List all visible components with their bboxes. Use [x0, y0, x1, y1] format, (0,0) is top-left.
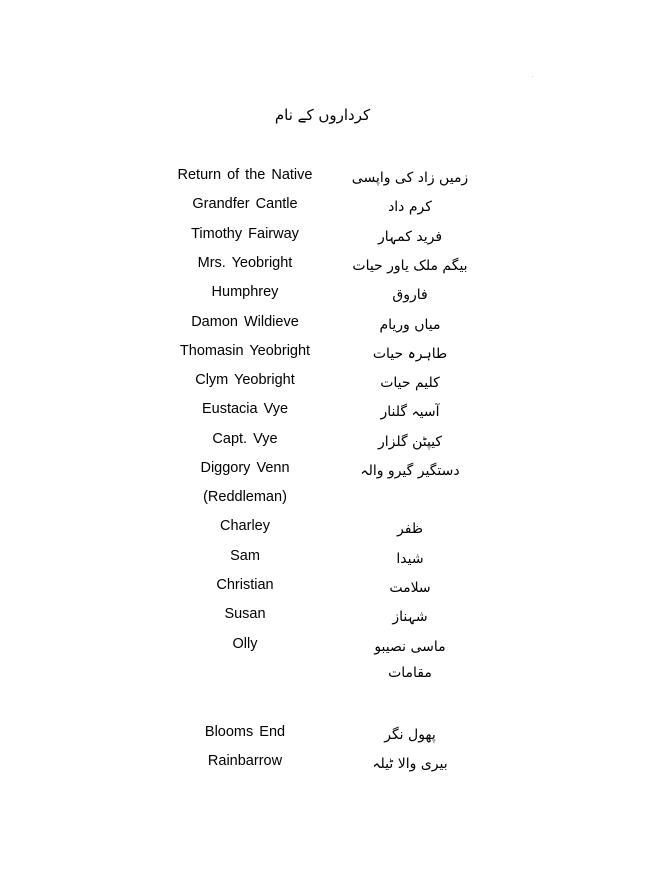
english-name: (Reddleman): [203, 489, 287, 505]
place-row: [0, 749, 645, 773]
character-row: [0, 251, 645, 275]
urdu-name: فاروق: [392, 287, 428, 303]
english-name: Thomasin Yeobright: [179, 343, 311, 359]
english-name: Charley: [220, 518, 270, 534]
urdu-name: شہناز: [392, 609, 428, 625]
character-row: [0, 280, 645, 304]
urdu-name: ظفر: [397, 521, 423, 537]
english-name: Susan: [224, 606, 266, 622]
urdu-name: طاہرہ حیات: [372, 346, 448, 362]
character-row: [0, 544, 645, 568]
urdu-name: فرید کمہار: [377, 229, 443, 245]
english-place: Blooms End: [204, 724, 286, 740]
urdu-name: ماسی نصیبو: [374, 639, 446, 655]
urdu-name: کرم داد: [388, 199, 432, 215]
character-row: [0, 485, 645, 509]
english-place: Rainbarrow: [207, 753, 283, 769]
places-heading: مقامات: [388, 665, 432, 681]
character-row: [0, 456, 645, 480]
english-name: Timothy Fairway: [191, 226, 299, 242]
urdu-name: کلیم حیات: [380, 375, 440, 391]
urdu-place: پھول نگر: [384, 727, 436, 743]
english-name: Christian: [216, 577, 274, 593]
character-row: [0, 632, 645, 656]
place-row: [0, 720, 645, 744]
page-title: کرداروں کے نام: [274, 106, 371, 124]
urdu-name: دستگیر گیرو والہ: [360, 463, 460, 479]
english-name: Grandfer Cantle: [192, 196, 298, 212]
scan-speck: [532, 76, 533, 77]
character-row: [0, 397, 645, 421]
character-row: [0, 427, 645, 451]
urdu-place: بیری والا ٹیلہ: [372, 756, 448, 772]
english-name: Capt. Vye: [212, 431, 278, 447]
urdu-name: سلامت: [389, 580, 431, 596]
urdu-name: بیگم ملک یاور حیات: [352, 258, 468, 274]
character-row: [0, 368, 645, 392]
english-name: Diggory Venn: [200, 460, 290, 476]
urdu-name: شیدا: [396, 551, 424, 567]
english-name: Sam: [230, 548, 260, 564]
character-row: [0, 514, 645, 538]
character-row: [0, 222, 645, 246]
character-row: [0, 192, 645, 216]
urdu-name: زمیں زاد کی واپسی: [351, 170, 469, 186]
english-name: Eustacia Vye: [201, 401, 289, 417]
character-row: [0, 163, 645, 187]
english-name: Olly: [232, 636, 258, 652]
english-name: Humphrey: [211, 284, 279, 300]
english-name: Damon Wildieve: [191, 314, 299, 330]
character-row: [0, 602, 645, 626]
urdu-name: آسیہ گلنار: [380, 404, 440, 420]
character-row: [0, 339, 645, 363]
character-row: [0, 310, 645, 334]
english-name: Clym Yeobright: [195, 372, 295, 388]
urdu-name: کیپٹن گلزار: [377, 434, 443, 450]
urdu-name: میاں وریام: [379, 317, 441, 333]
english-name: Return of the Native: [177, 167, 313, 183]
english-name: Mrs. Yeobright: [197, 255, 293, 271]
character-row: [0, 573, 645, 597]
